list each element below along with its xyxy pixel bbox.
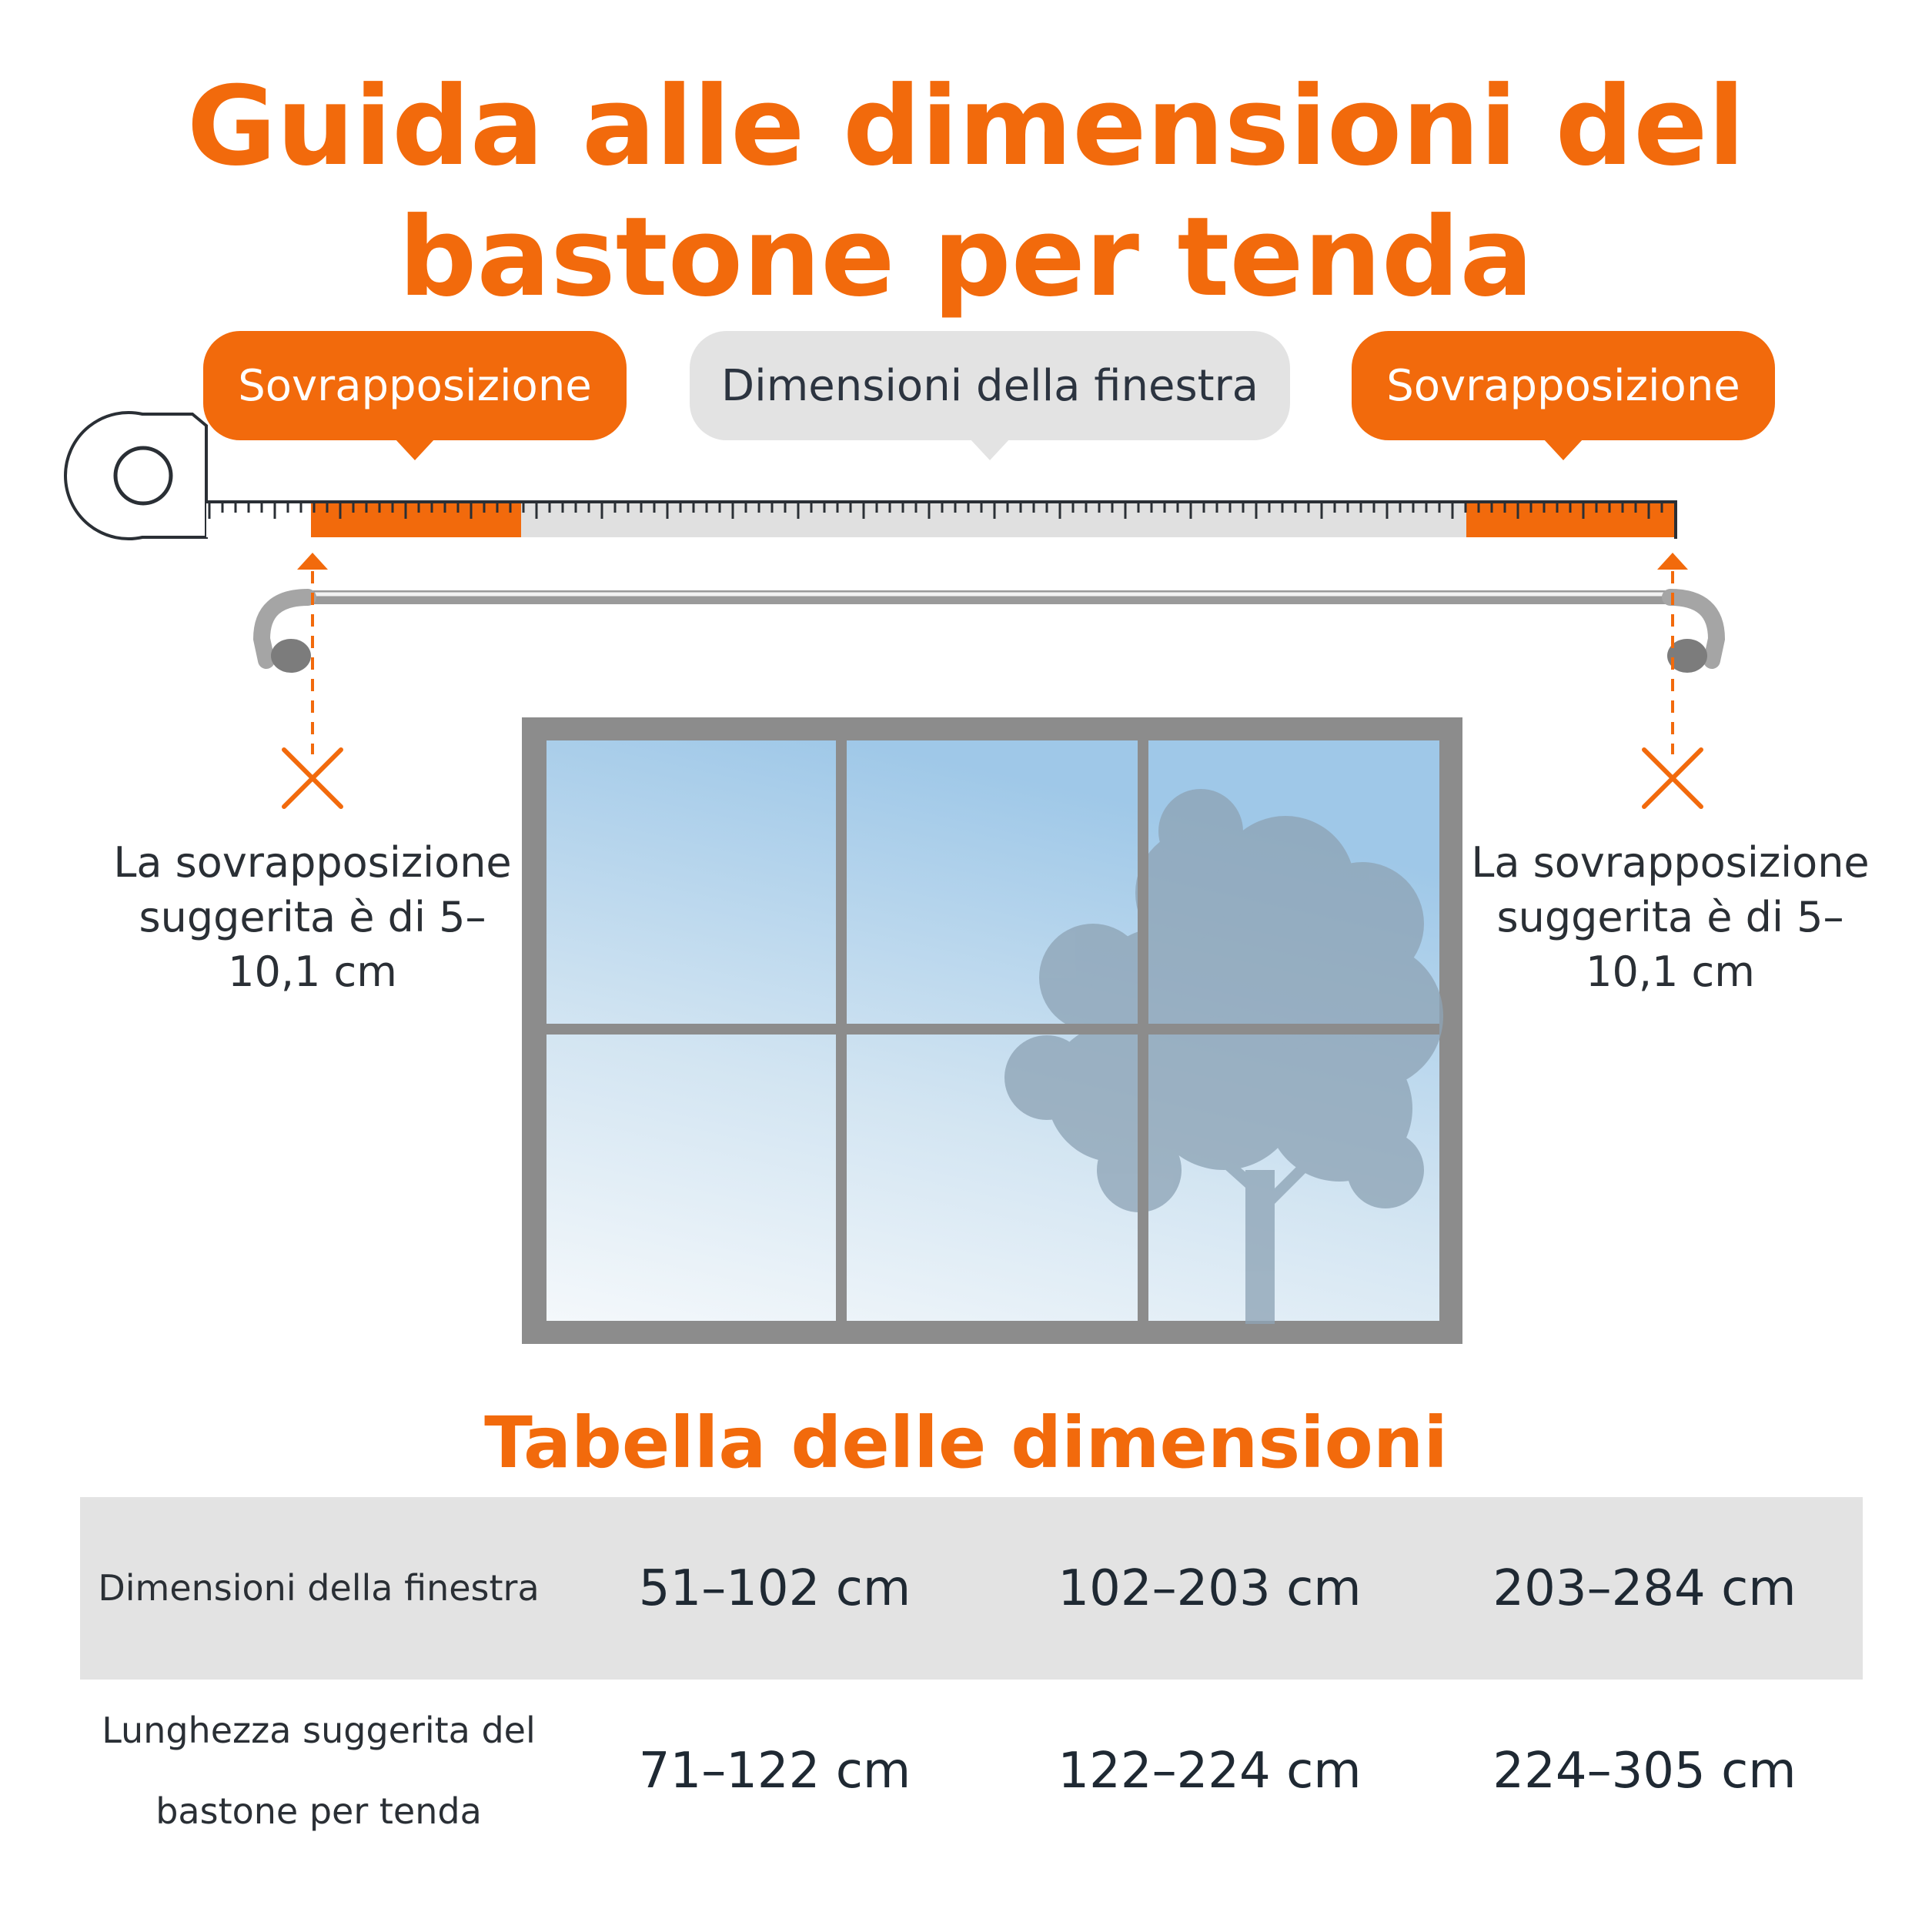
- table-cell: 51–102 cm: [638, 1559, 911, 1617]
- table-cell: 102–203 cm: [1058, 1559, 1362, 1617]
- right-overlap-label-text: Sovrapposizione: [1386, 360, 1740, 411]
- page-title-line1: Guida alle dimensioni del: [186, 63, 1746, 190]
- row-header: Dimensioni della finestra: [98, 1567, 540, 1609]
- size-table: [80, 1497, 1863, 1862]
- table-cell: 224–305 cm: [1492, 1742, 1797, 1800]
- window-size-label-text: Dimensioni della finestra: [721, 360, 1258, 411]
- tape-measure-icon: [65, 413, 1676, 539]
- size-table-title: Tabella delle dimensioni: [484, 1402, 1448, 1484]
- row-header: Lunghezza suggerita del bastone per tenda: [102, 1709, 536, 1832]
- table-cell: 122–224 cm: [1058, 1742, 1362, 1800]
- cross-mark-icon: [1644, 750, 1701, 807]
- curtain-rod-icon: [262, 594, 1716, 673]
- right-overlap-note: La sovrapposizione suggerita è di 5–10,1 cm: [1471, 838, 1870, 996]
- left-overlap-note: La sovrapposizione suggerita è di 5–10,1 cm: [113, 838, 512, 996]
- page-title-line2: bastone per tenda: [398, 194, 1534, 321]
- left-overlap-label-text: Sovrapposizione: [238, 360, 592, 411]
- table-row-window-size: [80, 1497, 1863, 1680]
- window-icon: [522, 717, 1462, 1344]
- table-row-rod-length: [80, 1680, 1863, 1862]
- cross-mark-icon: [284, 750, 341, 807]
- table-cell: 203–284 cm: [1492, 1559, 1797, 1617]
- table-cell: 71–122 cm: [638, 1742, 911, 1800]
